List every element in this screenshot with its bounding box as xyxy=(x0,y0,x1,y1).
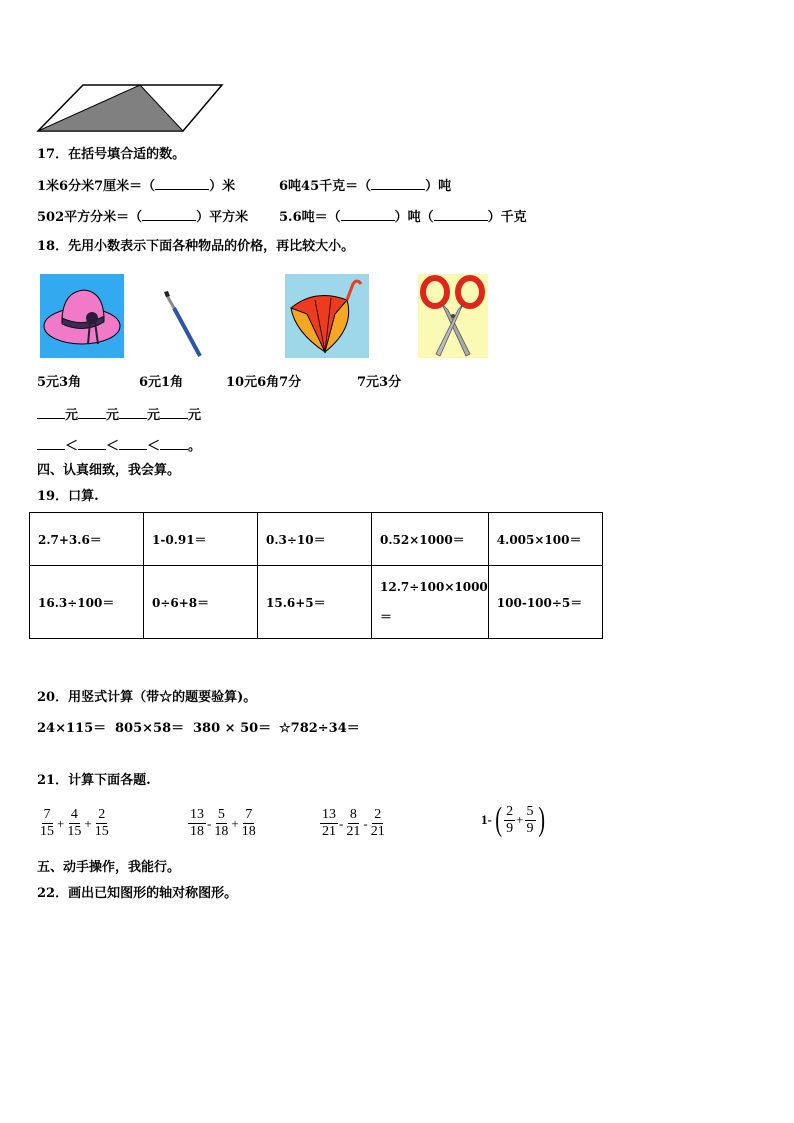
answer-blank[interactable] xyxy=(371,177,425,190)
q18-compare-blanks: ＜ ＜ ＜ 。 xyxy=(37,437,201,455)
q22-title: 22．画出已知图形的轴对称图形。 xyxy=(37,886,238,901)
scissors-image xyxy=(418,274,488,358)
answer-blank[interactable] xyxy=(155,177,209,190)
price-brush: 6元1角 xyxy=(139,375,184,390)
mental-math-table xyxy=(29,512,603,639)
answer-blank[interactable] xyxy=(37,437,65,450)
table-cell: 4.005×100＝ xyxy=(488,513,602,566)
answer-blank[interactable] xyxy=(37,406,65,419)
answer-blank[interactable] xyxy=(142,208,196,221)
answer-blank[interactable] xyxy=(78,437,106,450)
parallelogram-figure xyxy=(36,84,226,134)
q20-item: 805×58＝ xyxy=(115,721,185,736)
q21-title: 21．计算下面各题. xyxy=(37,773,151,788)
table-row xyxy=(30,566,603,639)
hat-image xyxy=(40,274,124,358)
q19-title: 19．口算. xyxy=(37,489,99,504)
table-cell: 15.6+5＝ xyxy=(258,566,372,639)
table-cell: 0.52×1000＝ xyxy=(372,513,489,566)
answer-blank[interactable] xyxy=(341,208,395,221)
table-cell: 0÷6+8＝ xyxy=(144,566,258,639)
q21-expr-1: 7 15 + $\frac{4}{15}$ + $\frac{2}{15}$ xyxy=(40,807,109,839)
table-cell: 0.3÷10＝ xyxy=(258,513,372,566)
answer-blank[interactable] xyxy=(78,406,106,419)
q17-line2-b: 5.6吨＝（ ）吨（ ）千克 xyxy=(279,210,527,225)
price-hat: 5元3角 xyxy=(37,375,82,390)
answer-blank[interactable] xyxy=(119,406,147,419)
table-cell: 16.3÷100＝ xyxy=(30,566,144,639)
q20-item: ☆782÷34＝ xyxy=(279,721,360,736)
q18-title: 18．先用小数表示下面各种物品的价格，再比较大小。 xyxy=(37,239,355,254)
section4-heading: 四、认真细致，我会算。 xyxy=(37,463,181,478)
q20-item: 380 × 50＝ xyxy=(193,721,272,736)
q18-decimal-blanks: 元 元 元 元 xyxy=(37,406,201,424)
answer-blank[interactable] xyxy=(119,437,147,450)
q17-line1-a: 1米6分米7厘米＝（ ）米 xyxy=(37,179,236,194)
q21-expr-4: 1- ( 2 9 + $\frac{5}{9}$ ) xyxy=(481,801,545,838)
q17-title: 17．在括号填合适的数。 xyxy=(37,147,186,162)
section5-heading: 五、动手操作，我能行。 xyxy=(37,860,181,875)
q17-line2-a: 502平方分米＝（ ）平方米 xyxy=(37,210,249,225)
price-scissors: 7元3分 xyxy=(357,375,402,390)
q20-title: 20．用竖式计算（带☆的题要验算)。 xyxy=(37,690,257,705)
table-cell: 100-100÷5＝ xyxy=(488,566,602,639)
answer-blank[interactable] xyxy=(160,406,188,419)
price-umbrella: 10元6角7分 xyxy=(226,375,302,390)
table-cell: 12.7÷100×1000 ＝ xyxy=(372,566,489,639)
q17-line1-b: 6吨45千克＝（ ）吨 xyxy=(279,179,452,194)
table-cell: 1-0.91＝ xyxy=(144,513,258,566)
brush-image xyxy=(160,290,208,360)
umbrella-image xyxy=(285,274,369,358)
answer-blank[interactable] xyxy=(160,437,188,450)
answer-blank[interactable] xyxy=(434,208,488,221)
q21-expr-2: 13 18 - 5 18 + $\frac{7}{18}$ xyxy=(190,807,256,839)
table-cell: 2.7+3.6＝ xyxy=(30,513,144,566)
q21-expr-3: 13 21 - 8 21 - 2 21 xyxy=(322,807,385,839)
table-row xyxy=(30,513,603,566)
q20-item: 24×115＝ xyxy=(37,721,107,736)
